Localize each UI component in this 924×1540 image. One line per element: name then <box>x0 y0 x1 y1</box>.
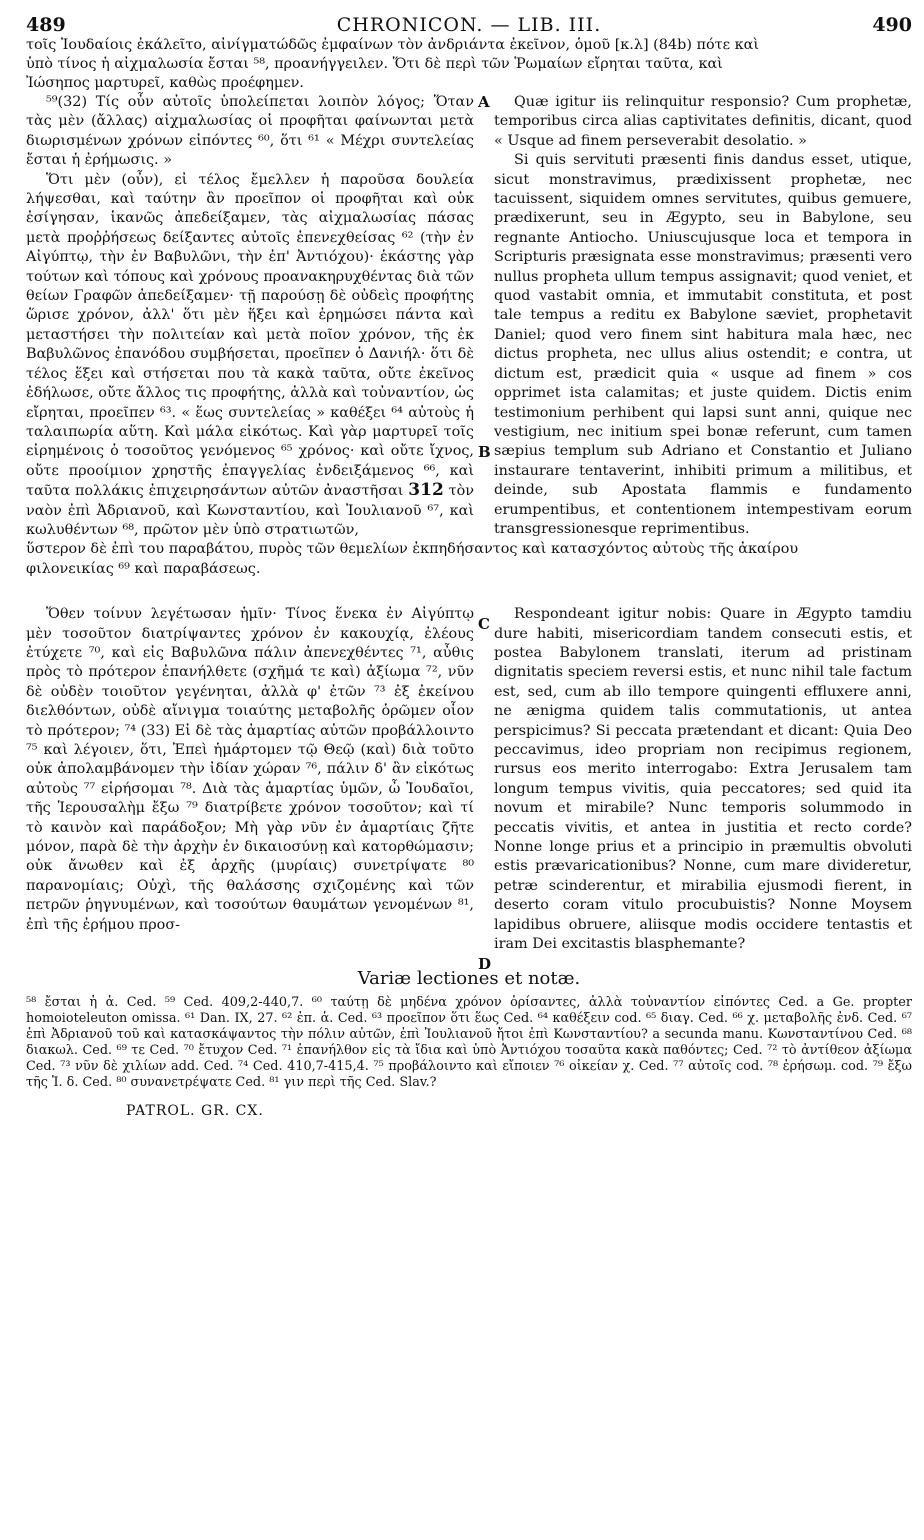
greek-text: τὸν ναὸν ἐπὶ Ἀδριανοῦ, καὶ Κωνσταντίου, καὶ Ἰουλιανοῦ ⁶⁷, καὶ κωλυθέντων ⁶⁸, πρῶτον μὲν ὑπὸ στρατιωτῶν, <box>26 483 475 538</box>
margin-letter-d: D <box>478 955 492 974</box>
greek-paragraph: ⁵⁹(32) Τίς οὖν αὐτοῖς ὑπολείπεται λοιπὸν λόγος; Ὅταν τὰς μὲν (ἄλλας) αἰχμαλωσίας οἱ προφῆται φαίνωνται μετὰ διωρισμένων χρόνων εἰπόντες ⁶⁰, ὅτι ⁶¹ « Μέχρι συντελείας ἔσται ἡ ἐρήμωσις. » <box>26 94 474 169</box>
running-title: CHRONICON. — LIB. III. <box>336 14 602 36</box>
lead-line: Ἰώσηπος μαρτυρεῖ, καθὼς προέφημεν. <box>26 75 304 91</box>
footer-signature: PATROL. GR. CX. <box>126 1103 264 1120</box>
greek-text: Ὅτι μὲν (οὖν), εἰ τέλος ἔμελλεν ἡ παροῦσα δουλεία λήψεσθαι, καὶ ταύτην ἂν προεῖπον οἱ προφῆται καὶ οὐκ ἐσίγησαν, ἱκανῶς ἀπεδείξαμεν, τὰς αἰχμαλωσίας πάσας μετὰ προῤῥήσεως δείξαντες αὐτοῖς ἐπενεχθείσας ⁶² (τὴν ἐν Αἰγύπτῳ, τὴν ἐν Βαβυλῶνι, τὴν ἐπ' Ἀντιόχου)· ἑκάστης γὰρ τούτων καὶ τόπους καὶ χρόνους προανακηρυχθέντας διὰ τῶν θείων Γραφῶν ἀπεδείξαμεν· τῇ παρούσῃ δὲ οὐδεὶς προφήτης ὥρισε χρόνον, ἀλλ' ὅτι μὲν ἥξει καὶ ἐρημώσει πάντα καὶ μεταστήσει τὴν πολιτείαν καὶ μετὰ ποῖον χρόνον, τῆς ἐκ Βαβυλῶνος ἐπανόδου συμβήσεται, προεῖπεν ὁ Δανιήλ· ὅτι δὲ τέλος ἕξει καὶ στήσεται που τὰ κακὰ ταῦτα, οὔτε ἐκεῖνος ἐδήλωσε, οὔτε ἄλλος τις προφήτης, ἀλλὰ καὶ τοὐναντίον, ὡς εἴρηται, προεῖπεν ⁶³. « ἕως συντελείας » καθέξει ⁶⁴ αὐτοὺς ἡ ταλαιπωρία αὕτη. Καὶ μάλα εἰκότως. Καὶ γὰρ μαρτυρεῖ τοῖς εἰρημένοις ὁ τοσοῦτος γενόμενος ⁶⁵ χρόνος· καὶ οὔτε ἴχνος, οὔτε προοίμιον χρηστῆς ἐπαγγελίας ἐνδειξάμενος ⁶⁶, καὶ ταῦτα πολλάκις ἐπιχειρησάντων αὐτῶν ἀναστῆσαι <box>26 171 474 500</box>
page-number-left: 489 <box>26 14 66 36</box>
greek-paragraph: Ὅθεν τοίνυν λεγέτωσαν ἡμῖν· Τίνος ἕνεκα ἐν Αἰγύπτῳ μὲν τοσοῦτον διατρίψαντες χρόνον ἐν κακουχίᾳ, ἐλέους ἐτύχετε ⁷⁰, καὶ εἰς Βαβυλῶνα πάλιν ἀπενεχθέντες ⁷¹, αὖθις πρὸς τὸ πρότερον ἐπανήλθετε (σχῆμά τε καὶ) ἀξίωμα ⁷², νῦν δὲ οὐδὲν τοιοῦτον γεγένηται, ἀλλὰ φ' ἐτῶν ⁷³ ἐξ ἐκείνου διελθόντων, οὐδὲ αἴνιγμα τοιαύτης μεταβολῆς ὁρῶμεν οἷον τὸ πρότερον; ⁷⁴ (33) Εἰ δὲ τὰς ἁμαρτίας αὐτῶν προβάλλοιντο ⁷⁵ καὶ λέγοιεν, ὅτι, Ἐπεὶ ἡμάρτομεν τῷ Θεῷ (καὶ) διὰ τοῦτο οὐκ ἀπολαμβάνομεν τὴν ἰδίαν χώραν ⁷⁶, πάλιν δ' ἂν εἰκότως αὐτοὺς ⁷⁷ εἰρήσομαι ⁷⁸. Διὰ τὰς ἁμαρτίας ὑμῶν, ὦ Ἰουδαῖοι, τῆς Ἱερουσαλὴμ ἔξω ⁷⁹ διατρίβετε χρόνον τοσοῦτον; καὶ τί τὸ καινὸν καὶ παράδοξον; Μὴ γὰρ νῦν ἐν ἁμαρτίαις ζῆτε μόνον, παρὰ δὲ τὴν ἀρχὴν ἐν δικαιοσύνῃ καὶ κατορθώμασιν; οὐκ ἄνωθεν καὶ ἐξ ἀρχῆς (μυρίαις) συνετρίψατε ⁸⁰ παρανομίαις; Οὐχὶ, τῆς θαλάσσης σχιζομένης καὶ τῶν πετρῶν ῥηγνυμένων, καὶ τοσούτων θαυμάτων γενομένων ⁸¹, ἐπὶ τῆς ἐρήμου προσ- <box>26 606 474 933</box>
latin-paragraph: Respondeant igitur nobis: Quare in Ægypto tamdiu dure habiti, misericordiam tandem consecuti estis, et postea Babylonem translati, iterum ad pristinam dignitatis speciem reversi estis, et nunc nihil tale factum est, sed, cum ab illo tempore quingenti effluxere anni, ne ænigma quidem talis commutationis, ut antea perspicimus? Si peccata prætendant et dicant: Quia Deo peccavimus, ideo propriam non recipimus regionem, rursus eos merito interrogabo: Extra Jerusalem tam longum tempus vivitis, quia peccatores; sed quid ita novum et mirabile? Nunc temporis solummodo in peccatis vivitis, et antea in justitia et recto corde? Nonne longe prius et a principio in præmultis obvoluti estis prævaricationibus? Nonne, cum mare divideretur, petræ scinderentur, et mirabilia ejusmodi fierent, in deserto coram vitulo procubuistis? Nonne Moysem lapidibus obruere, aliisque modis occidere tentastis et iram Dei excitastis blasphemante? <box>494 606 912 953</box>
latin-paragraph: Si quis servituti præsenti finis dandus esset, utique, sicut monstravimus, prædixissent prophetæ, nec tacuissent, siquidem omnes servitutes, quibus gemuere, prædixerunt, seu in Ægypto, seu in Babylone, seu regnante Antiocho. Uniuscujusque loca et tempora in Scripturis præsignata esse monstravimus; præsenti vero nullus propheta ullum tempus assignavit; quod veniet, et quod vastabit omnia, et immutabit constituta, et post tale tempus a reditu ex Babylone sæviet, prophetavit Daniel; quod vero finem sint habitura mala hæc, nec dictus propheta, nec ullus alius ostendit; e contra, ut dictum est, prædicit quia « usque ad finem » cos opprimet ista calamitas; et juste quidem. Dictis enim testimonium perhibent qui lapsi sunt anni, quique nec vestigium, nec initium spei bonæ referunt, cum tamen sæpius templum sub Adriano et Constantio et Juliano instaurare tentaverint, inhibiti primum a militibus, et deinde, sub Apostata flammis e fundamento erumpentibus, et contentionem intempestivam eorum transgressionesque reprimentibus. <box>494 152 912 537</box>
lead-text <box>26 36 912 93</box>
section-one <box>26 93 912 540</box>
lead-line: ὑπὸ τίνος ἡ αἰχμαλωσία ἔσται ⁵⁸, προανήγγειλεν. Ὅτι δὲ περὶ τῶν Ῥωμαίων εἴρηται ταῦτα, καὶ <box>26 56 723 72</box>
greek-column <box>26 93 474 540</box>
after-line: φιλονεικίας ⁶⁹ καὶ παραβάσεως. <box>26 560 261 577</box>
latin-column <box>494 93 912 539</box>
margin-letter-a: A <box>478 93 490 111</box>
margin-letter-c: C <box>478 615 490 634</box>
full-width-line: ὕστερον δὲ ἐπὶ του παραβάτου, πυρὸς τῶν θεμελίων ἐκπηδήσαντος καὶ κατασχόντος αὐτοὺς τῆς ἀκαίρου <box>26 541 799 558</box>
latin-column <box>494 605 912 954</box>
margin-page-number: 312 <box>408 480 444 501</box>
section-two <box>26 605 912 974</box>
margin-letter-b: B <box>478 443 491 461</box>
notes-title: Variæ lectiones et notæ. <box>357 968 581 990</box>
notes-text: ⁵⁸ ἔσται ἡ ἁ. Ced. ⁵⁹ Ced. 409,2-440,7. ⁶⁰ ταύτῃ δὲ μηδένα χρόνον ὁρίσαντες, ἀλλὰ τοὐναντίον εἰπόντες Ced. a Ge. propter homoioteleuton omissa. ⁶¹ Dan. IX, 27. ⁶² ἐπ. ἁ. Ced. ⁶³ προεῖπον ὅτι ἕως Ced. ⁶⁴ καθέξειν cod. ⁶⁵ διαγ. Ced. ⁶⁶ χ. μεταβολῆς ἐνδ. Ced. ⁶⁷ ἐπὶ Ἀδριανοῦ τοῦ καὶ κατασκάψαντος τὴν πόλιν αὐτῶν, ἐπὶ Ἰουλιανοῦ ἤτοι ἐπὶ Κωνσταντίου? a secunda manu. Κωνσταντίνου Ced. ⁶⁸ διακωλ. Ced. ⁶⁹ τε Ced. ⁷⁰ ἔτυχον Ced. ⁷¹ ἐπανήλθον εἰς τὰ ἴδια καὶ ὑπὸ Ἀντιόχου τοσαῦτα κακὰ παθόντες; Ced. ⁷² τὸ ἀντίθεον ἀξίωμα Ced. ⁷³ νῦν δὲ χιλίων add. Ced. ⁷⁴ Ced. 410,7-415,4. ⁷⁵ προβάλοιντο καὶ εἴποιεν ⁷⁶ οἰκείαν χ. Ced. ⁷⁷ αὐτοῖς cod. ⁷⁸ ἐρήσωμ. cod. ⁷⁹ ἔξω τῆς Ἱ. δ. Ced. ⁸⁰ συνανετρέψατε Ced. ⁸¹ γιν περὶ τῆς Ced. Slav.? <box>26 995 912 1091</box>
greek-paragraph <box>26 171 474 541</box>
latin-paragraph: Quæ igitur iis relinquitur responsio? Cum prophetæ, temporibus circa alias captivitates definitis, dicant, quod « Usque ad finem perseverabit desolatio. » <box>494 94 912 149</box>
greek-column <box>26 605 474 935</box>
lead-line: τοῖς Ἰουδαίοις ἐκάλεῖτο, αἰνίγματώδῶς ἐμφαίνων τὸν ἀνδριάντα ἐκεῖνον, ὁμοῦ [κ.λ] (84b) πότε καὶ <box>26 37 759 53</box>
page-number-right: 490 <box>872 14 912 36</box>
page-header <box>26 8 912 36</box>
